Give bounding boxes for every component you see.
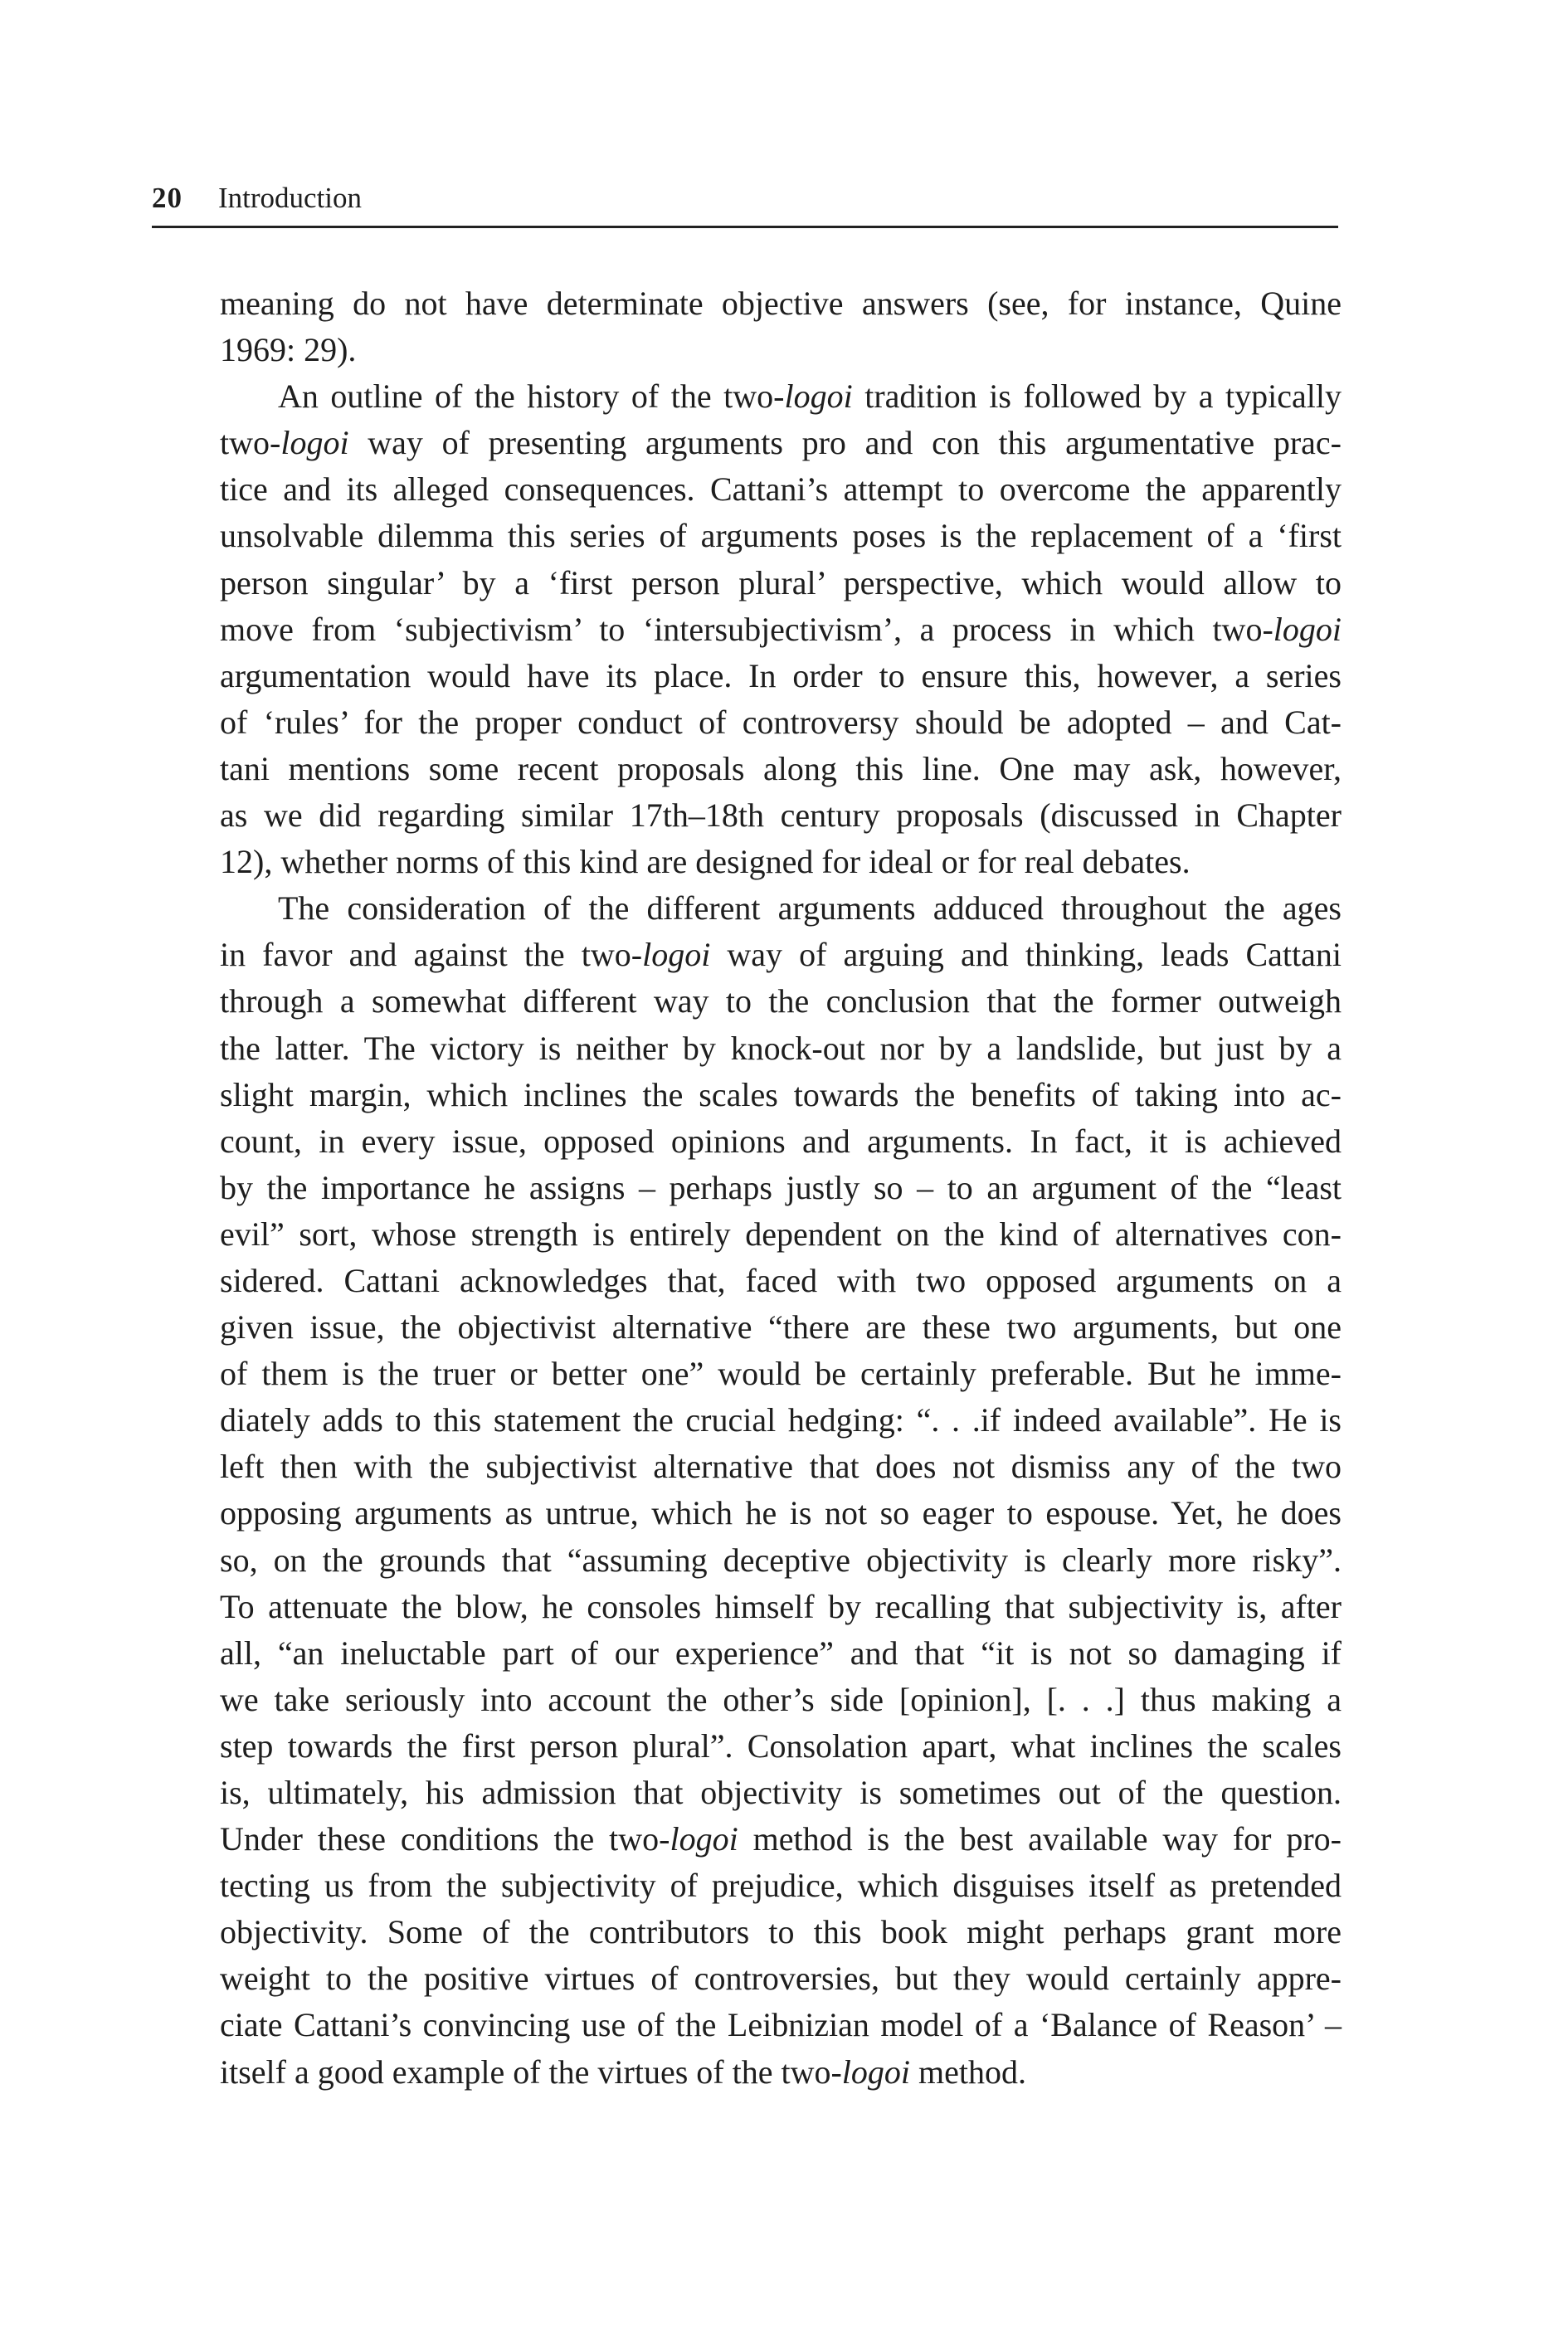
text-line: The consideration of the different arguments adduced throughout the ages <box>278 889 1342 928</box>
text-line: tecting us from the subjectivity of prejudice, which disguises itself as pretended <box>220 1867 1342 1905</box>
text-line: ciate Cattani’s convincing use of the Leibnizian model of a ‘Balance of Reason’ – <box>220 2006 1342 2044</box>
text-line: through a somewhat different way to the conclusion that the former outweigh <box>220 982 1342 1020</box>
text-line: step towards the first person plural”. Consolation apart, what inclines the scales <box>220 1726 1342 1765</box>
text-line: so, on the grounds that “assuming deceptive objectivity is clearly more risky”. <box>220 1541 1342 1579</box>
text-line: move from ‘subjectivism’ to ‘intersubjectivism’, a process in which two-logoi <box>220 610 1342 648</box>
text-line: opposing arguments as untrue, which he is not so eager to espouse. Yet, he does <box>220 1494 1342 1532</box>
text-line: unsolvable dilemma this series of arguments poses is the replacement of a ‘first <box>220 517 1342 555</box>
body-text <box>220 280 1342 2096</box>
text-line: by the importance he assigns – perhaps justly so – to an argument of the “least <box>220 1168 1342 1206</box>
text-line: we take seriously into account the other’s side [opinion], [. . .] thus making a <box>220 1680 1342 1718</box>
text-line: 1969: 29). <box>220 331 357 369</box>
page-number: 20 <box>152 182 183 214</box>
running-title: Introduction <box>218 182 363 214</box>
text-line: argumentation would have its place. In order to ensure this, however, a series <box>220 656 1342 694</box>
text-line: Under these conditions the two-logoi method is the best available way for pro- <box>220 1820 1342 1858</box>
text-line: weight to the positive virtues of controversies, but they would certainly appre- <box>220 1960 1342 1998</box>
text-line: tani mentions some recent proposals along this line. One may ask, however, <box>220 749 1342 787</box>
italic-term: logoi <box>841 2053 911 2091</box>
text-line: left then with the subjectivist alternative that does not dismiss any of the two <box>220 1448 1342 1486</box>
running-head <box>152 176 1338 228</box>
text-line: as we did regarding similar 17th–18th century proposals (discussed in Chapter <box>220 796 1342 835</box>
italic-term: logoi <box>784 377 853 416</box>
italic-term: logoi <box>280 424 349 462</box>
text-line: the latter. The victory is neither by knock-out nor by a landslide, but just by a <box>220 1029 1342 1067</box>
text-line: An outline of the history of the two-logoi tradition is followed by a typically <box>278 377 1342 416</box>
italic-term: logoi <box>1273 610 1342 648</box>
text-line: given issue, the objectivist alternative “there are these two arguments, but one <box>220 1308 1342 1346</box>
italic-term: logoi <box>670 1820 738 1858</box>
text-line: in favor and against the two-logoi way of arguing and thinking, leads Cattani <box>220 936 1342 974</box>
text-line: all, “an ineluctable part of our experience” and that “it is not so damaging if <box>220 1634 1342 1672</box>
text-line: 12), whether norms of this kind are designed for ideal or for real debates. <box>220 843 1191 881</box>
text-line: objectivity. Some of the contributors to this book might perhaps grant more <box>220 1913 1342 1951</box>
text-line: diately adds to this statement the crucial hedging: “. . .if indeed available”. He is <box>220 1401 1342 1439</box>
text-line: slight margin, which inclines the scales towards the benefits of taking into ac- <box>220 1075 1342 1113</box>
text-line: person singular’ by a ‘first person plural’ perspective, which would allow to <box>220 563 1342 601</box>
text-line: meaning do not have determinate objective answers (see, for instance, Quine <box>220 285 1342 322</box>
text-line: of them is the truer or better one” would be certainly preferable. But he imme- <box>220 1355 1342 1393</box>
text-line: is, ultimately, his admission that objectivity is sometimes out of the question. <box>220 1774 1342 1811</box>
text-line: evil” sort, whose strength is entirely dependent on the kind of alternatives con- <box>220 1215 1342 1253</box>
text-line: two-logoi way of presenting arguments pro and con this argumentative prac- <box>220 424 1342 462</box>
text-line: To attenuate the blow, he consoles himself by recalling that subjectivity is, after <box>220 1587 1342 1625</box>
text-line: tice and its alleged consequences. Cattani’s attempt to overcome the apparently <box>220 470 1342 509</box>
italic-term: logoi <box>642 936 711 974</box>
text-line: sidered. Cattani acknowledges that, faced with two opposed arguments on a <box>220 1261 1342 1299</box>
text-line: count, in every issue, opposed opinions and arguments. In fact, it is achieved <box>220 1122 1342 1160</box>
text-line: of ‘rules’ for the proper conduct of controversy should be adopted – and Cat- <box>220 703 1342 741</box>
text-line: itself a good example of the virtues of the two-logoi method. <box>220 2053 1027 2091</box>
